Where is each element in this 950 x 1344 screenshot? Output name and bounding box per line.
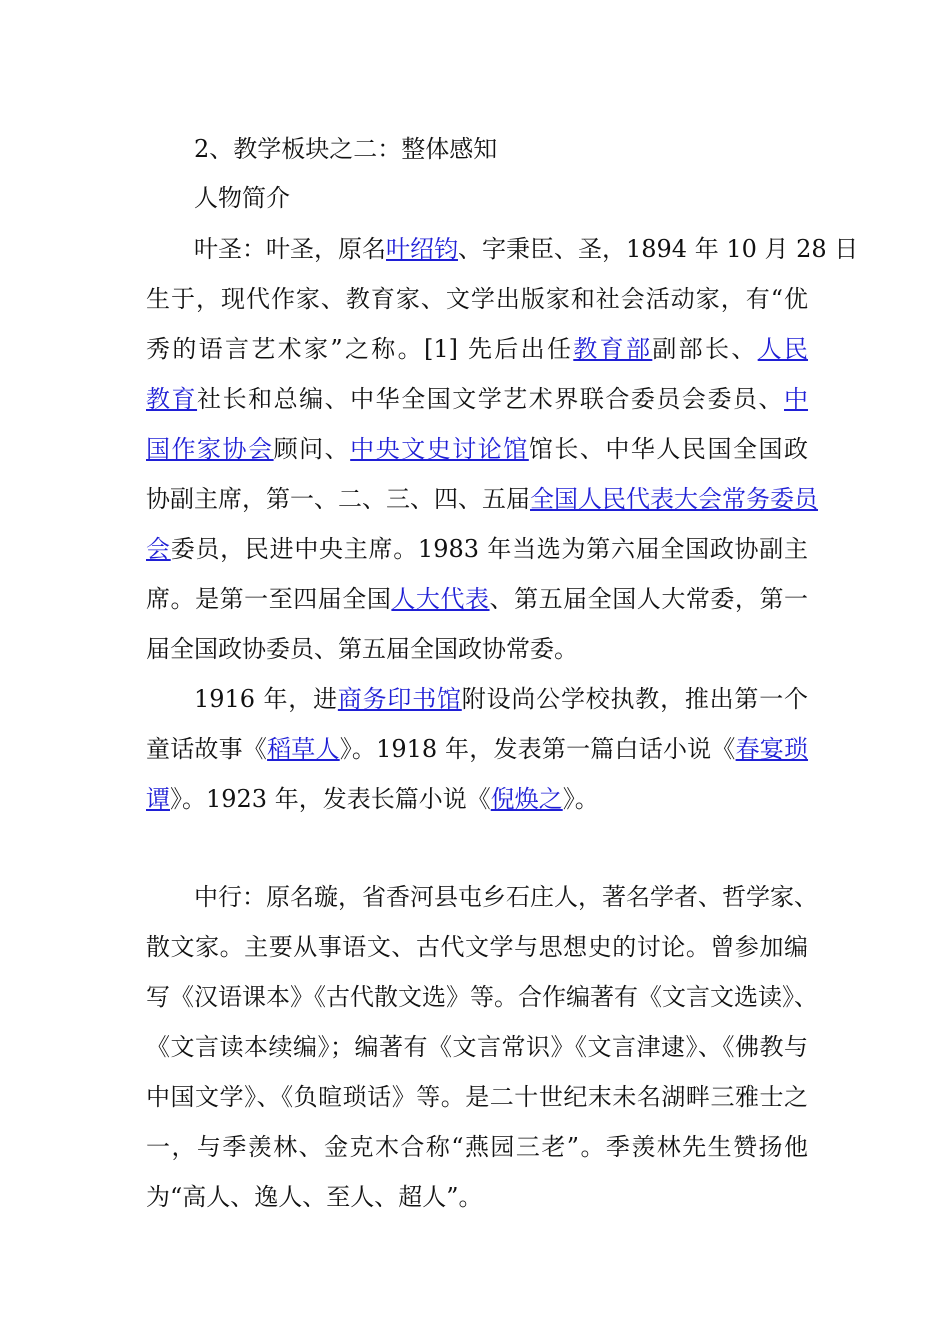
text: 》。1918 年，发表第一篇白话小说《 bbox=[339, 735, 736, 763]
link-scarecrow[interactable]: 稻草人 bbox=[267, 735, 340, 763]
link-ministry-of-education[interactable]: 教育部 bbox=[573, 335, 653, 363]
link-npc-deputy[interactable]: 人大代表 bbox=[391, 585, 490, 613]
link-writers-association-cont[interactable]: 国作家协会 bbox=[146, 435, 274, 463]
text: 中国文学》、《负暄琐话》等。是二十世纪末未名湖畔三雅士之 bbox=[146, 1083, 808, 1111]
link-ye-shaojun[interactable]: 叶绍钧 bbox=[386, 235, 458, 263]
link-commercial-press[interactable]: 商务印书馆 bbox=[337, 685, 462, 713]
p1-line-3 bbox=[146, 334, 808, 364]
text: 秀的语言艺术家”之称。[1] 先后出任 bbox=[146, 335, 574, 363]
text: 1916 年，进 bbox=[194, 685, 338, 713]
link-spring-banquet-cont[interactable]: 谭 bbox=[146, 785, 170, 813]
p3-line-5 bbox=[146, 1082, 808, 1112]
subheading bbox=[194, 183, 808, 213]
text: 为“高人、逸人、至人、超人”。 bbox=[146, 1183, 483, 1211]
p1-line-1 bbox=[194, 234, 859, 264]
section-heading bbox=[194, 134, 808, 164]
p3-line-3 bbox=[146, 982, 818, 1012]
link-npc-standing-committee[interactable]: 全国人民代表大会常务委员 bbox=[530, 485, 818, 513]
link-central-research-institute[interactable]: 中央文史讨论馆 bbox=[350, 435, 529, 463]
text: 协副主席，第一、二、三、四、五届 bbox=[146, 485, 530, 513]
text: 社长和总编、中华全国文学艺术界联合委员会委员、 bbox=[197, 385, 785, 413]
text: 附设尚公学校执教，推出第一个 bbox=[461, 685, 809, 713]
text: 叶圣：叶圣，原名 bbox=[194, 235, 386, 263]
text: 散文家。主要从事语文、古代文学与思想史的讨论。曾参加编 bbox=[146, 933, 808, 961]
subheading-text: 人物简介 bbox=[194, 184, 290, 212]
text: 写《汉语课本》《古代散文选》等。合作编著有《文言文选读》、 bbox=[146, 983, 818, 1011]
p1-line-6 bbox=[146, 484, 818, 514]
text: 生于，现代作家、教育家、文学出版家和社会活动家，有“优 bbox=[146, 285, 808, 313]
link-npc-standing-committee-cont[interactable]: 会 bbox=[146, 535, 171, 563]
text: 馆长、中华人民国全国政 bbox=[528, 435, 809, 463]
link-peoples-education[interactable]: 人民 bbox=[757, 335, 809, 363]
p1-line-5 bbox=[146, 434, 808, 464]
text: 届全国政协委员、第五届全国政协常委。 bbox=[146, 635, 578, 663]
text: 一，与季羡林、金克木合称“燕园三老”。季羡林先生赞扬他 bbox=[146, 1133, 808, 1161]
p3-line-1 bbox=[194, 882, 818, 912]
p1-line-8 bbox=[146, 584, 808, 614]
p2-line-3 bbox=[146, 784, 808, 814]
p3-line-7 bbox=[146, 1182, 808, 1212]
p3-line-4 bbox=[146, 1032, 808, 1062]
p1-line-9 bbox=[146, 634, 808, 664]
p3-line-2 bbox=[146, 932, 808, 962]
p1-line-4 bbox=[146, 384, 808, 414]
text: 顾问、 bbox=[273, 435, 351, 463]
text: 童话故事《 bbox=[146, 735, 268, 763]
link-peoples-education-cont[interactable]: 教育 bbox=[146, 385, 198, 413]
text: 》。1923 年，发表长篇小说《 bbox=[170, 785, 491, 813]
text: 《文言读本续编》；编著有《文言常识》《文言津逮》、《佛教与 bbox=[146, 1033, 808, 1061]
link-writers-association[interactable]: 中 bbox=[784, 385, 809, 413]
text: 、第五届全国人大常委，第一 bbox=[489, 585, 809, 613]
p2-line-1 bbox=[194, 684, 808, 714]
p2-line-2 bbox=[146, 734, 808, 764]
text: 》。 bbox=[562, 785, 599, 813]
p3-line-6 bbox=[146, 1132, 808, 1162]
link-spring-banquet[interactable]: 春宴琐 bbox=[735, 735, 809, 763]
p1-line-7 bbox=[146, 534, 808, 564]
text: 委员，民进中央主席。1983 年当选为第六届全国政协副主 bbox=[170, 535, 809, 563]
link-ni-huanzhi[interactable]: 倪焕之 bbox=[490, 785, 563, 813]
text: 席。是第一至四届全国 bbox=[146, 585, 392, 613]
heading-text: 2、教学板块之二：整体感知 bbox=[194, 135, 498, 163]
p1-line-2 bbox=[146, 284, 808, 314]
text: 副部长、 bbox=[652, 335, 758, 363]
text: 中行：原名璇，省香河县屯乡石庄人，著名学者、哲学家、 bbox=[194, 883, 818, 911]
text: 、字秉臣、圣，1894 年 10 月 28 日 bbox=[458, 235, 859, 263]
